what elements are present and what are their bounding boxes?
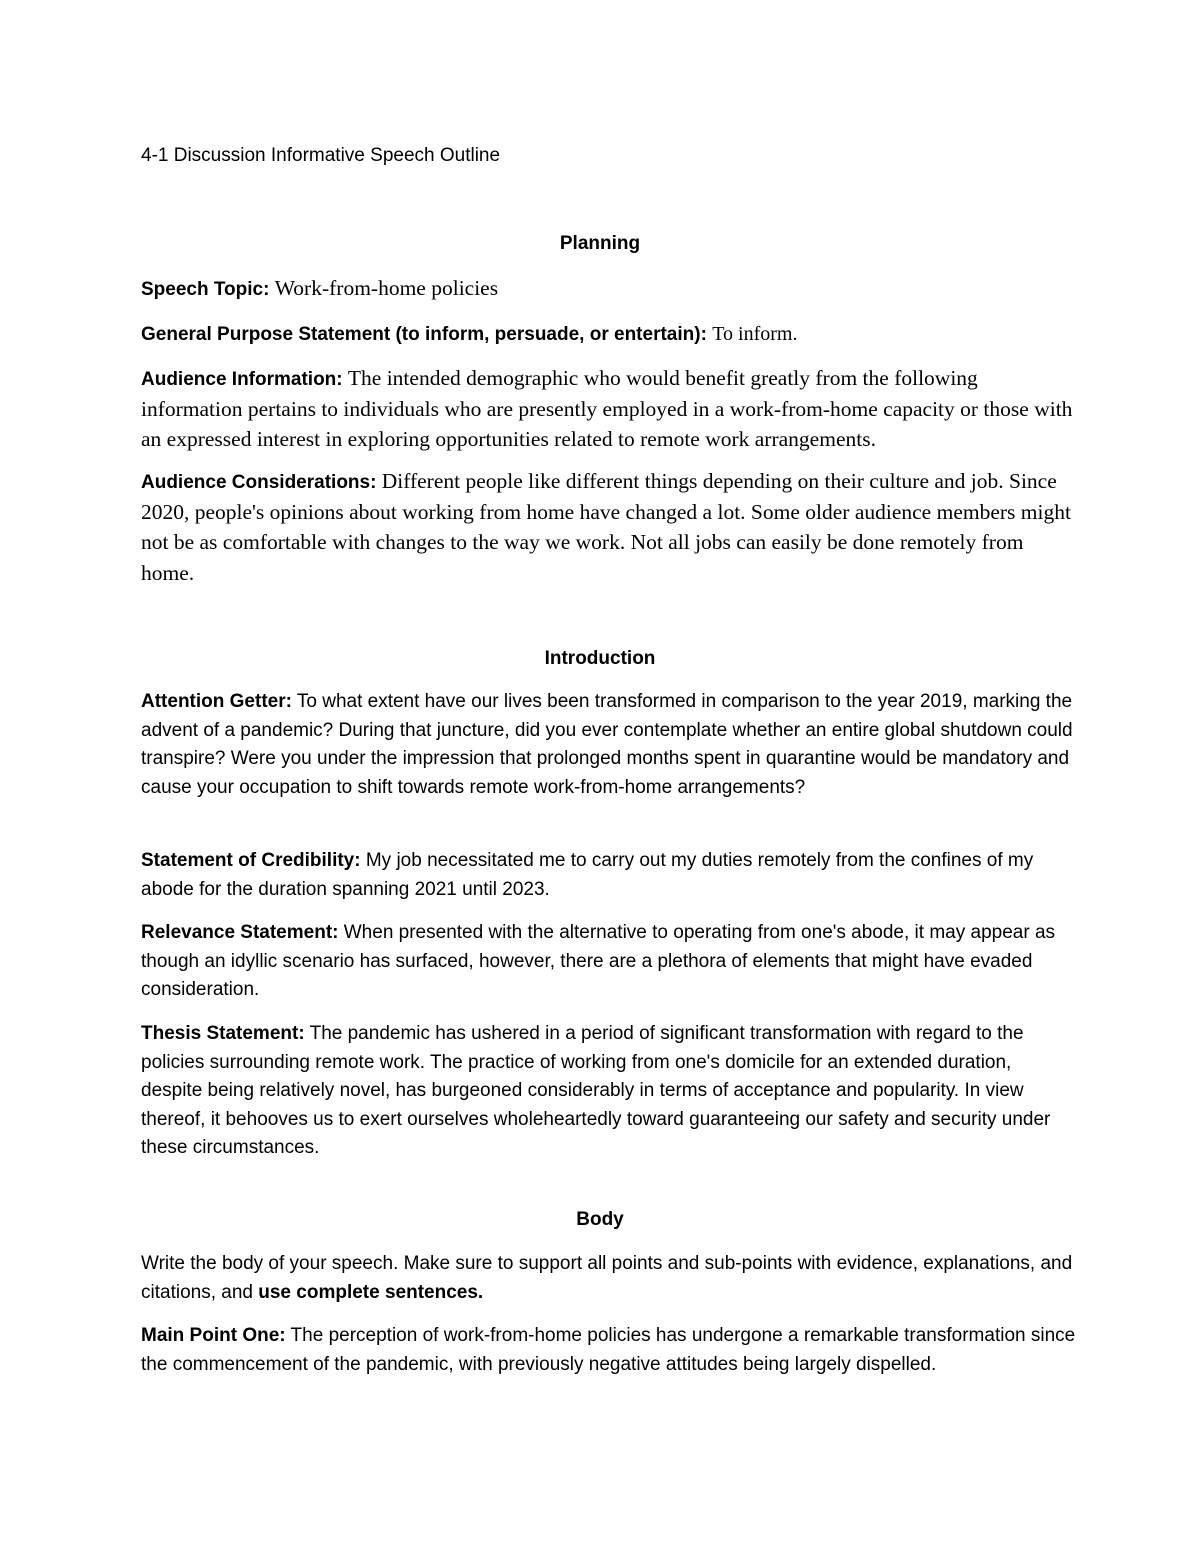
attention-getter-label: Attention Getter: [141,691,292,712]
body-instructions-text: Write the body of your speech. Make sure to support all points and sub-points with evidence, explanations, and citations, and [141,1253,1073,1303]
attention-getter-value: To what extent have our lives been transformed in comparison to the year 2019, marking the advent of a pandemic? During that juncture, did you ever contemplate whether an entire global shutdown could transpire? Were you under the impression that prolonged months spent in quarantine would be mandatory and cause your occupation to shift towards remote work-from-home arrangements? [141,691,1073,798]
body-instructions [141,1250,1076,1307]
relevance-statement [141,919,1076,1005]
general-purpose-label: General Purpose Statement [141,324,391,345]
audience-information-label: Audience Information: [141,369,343,390]
relevance-label: Relevance Statement: [141,922,339,943]
audience-considerations-value: Different people like different things depending on their culture and job. Since 2020, people's opinions about working from home have changed a lot. Some older audience members might not be as comfortable with changes to the way we work. Not all jobs can easily be done remotely from home. [141,469,1071,585]
speech-topic-value: Work-from-home policies [274,276,499,300]
thesis-statement [141,1020,1076,1163]
section-heading-body: Body [576,1209,624,1230]
speech-topic [141,274,1076,305]
body-instructions-bold: use complete sentences. [258,1281,484,1303]
statement-of-credibility [141,847,1076,904]
credibility-label: Statement of Credibility: [141,850,361,871]
main-point-one [141,1322,1076,1379]
attention-getter [141,688,1076,802]
audience-information-value: The intended demographic who would benefit greatly from the following information pertains to individuals who are presently employed in a work-from-home capacity or those with an expressed interest in exploring opportunities related to remote work arrangements. [141,366,1073,451]
thesis-value: The pandemic has ushered in a period of significant transformation with regard to the policies surrounding remote work. The practice of working from one's domicile for an extended duration, despite being relatively novel, has burgeoned considerably in terms of acceptance and popularity. In view thereof, it behooves us to exert ourselves wholeheartedly toward guaranteeing our safety and security under these circumstances. [141,1023,1051,1158]
audience-considerations [141,467,1076,589]
speech-topic-label: Speech Topic: [141,279,270,300]
thesis-label: Thesis Statement: [141,1023,305,1044]
general-purpose-value: To inform. [712,323,798,345]
general-purpose-label-paren: (to inform, persuade, or entertain): [395,324,707,345]
main-point-one-value: The perception of work-from-home policies has undergone a remarkable transformation since the commencement of the pandemic, with previously negative attitudes being largely dispelled. [141,1325,1076,1375]
audience-information [141,364,1076,456]
section-heading-planning: Planning [559,233,641,254]
relevance-value: When presented with the alternative to operating from one's abode, it may appear as though an idyllic scenario has surfaced, however, there are a plethora of elements that might have evaded consideration. [141,922,1056,1000]
credibility-value: My job necessitated me to carry out my duties remotely from the confines of my abode for the duration spanning 2021 until 2023. [141,850,1034,900]
section-heading-introduction: Introduction [544,648,656,669]
main-point-one-label: Main Point One: [141,1325,286,1346]
audience-considerations-label: Audience Considerations: [141,472,377,493]
general-purpose-statement [141,320,1076,350]
document-title: 4-1 Discussion Informative Speech Outline [141,145,501,166]
